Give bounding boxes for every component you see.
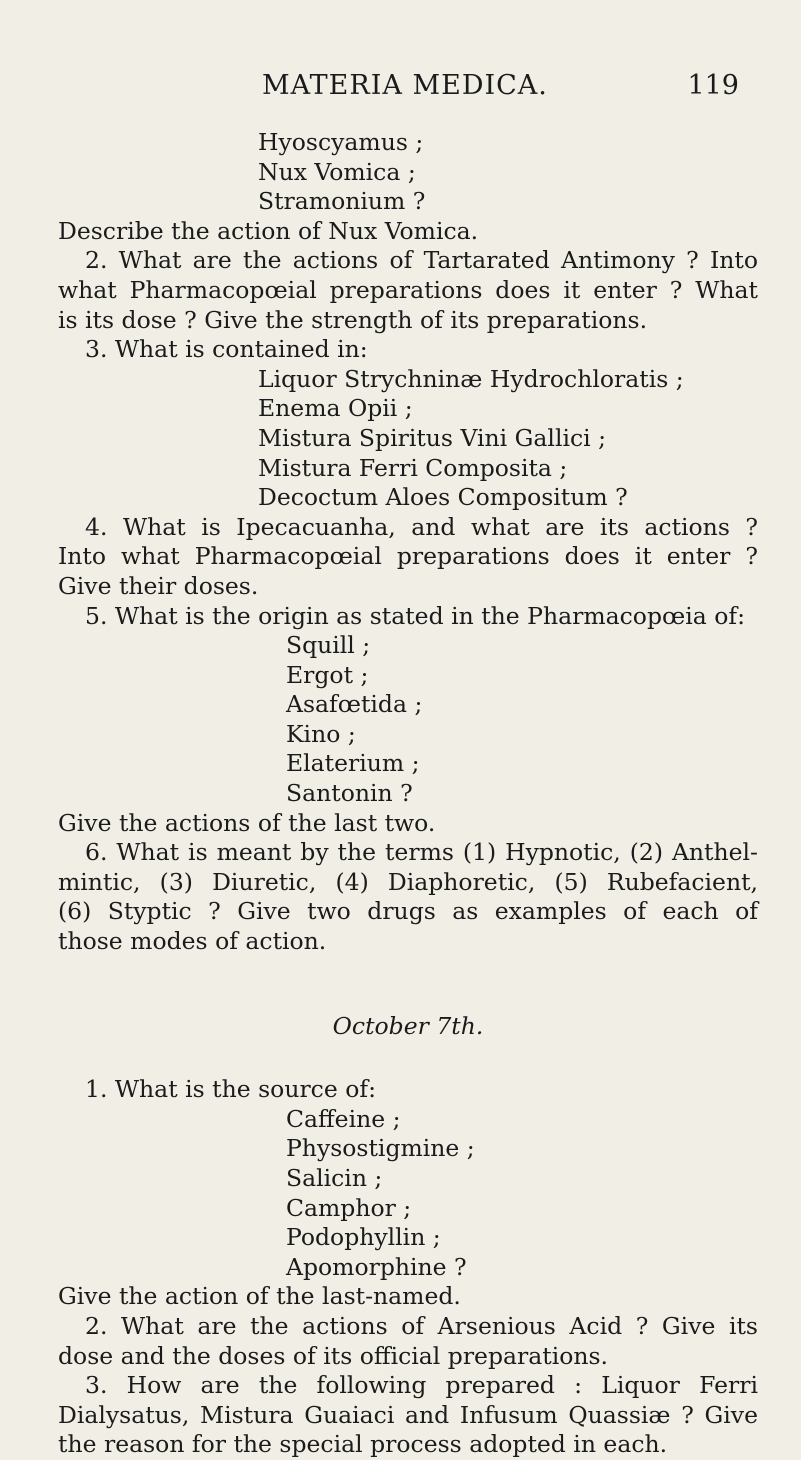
question-line: what Pharmacopœial preparations does it enter ? What	[58, 275, 758, 304]
list-item: Enema Opii ;	[258, 394, 413, 423]
section2-question-3	[58, 1371, 758, 1460]
question-line: is its dose ? Give the strength of its preparations.	[58, 305, 648, 334]
question-line: mintic, (3) Diuretic, (4) Diaphoretic, (5) Rubefacient,	[58, 867, 758, 896]
question-line: 2. What are the actions of Arsenious Acid ? Give its	[85, 1311, 758, 1340]
list-item: Stramonium ?	[258, 187, 426, 216]
list-item: Liquor Strychninæ Hydrochloratis ;	[258, 364, 684, 393]
question-line: Into what Pharmacopœial preparations does it enter ?	[58, 542, 758, 571]
question-line: the reason for the special process adopted in each.	[58, 1430, 668, 1459]
question-3	[58, 335, 758, 513]
question-line: 4. What is Ipecacuanha, and what are its actions ?	[85, 512, 758, 541]
page-number: 119	[687, 70, 739, 101]
list-item: Caffeine ;	[286, 1104, 401, 1133]
question-line: 3. How are the following prepared : Liquor Ferri	[85, 1371, 758, 1400]
question-line: 6. What is meant by the terms (1) Hypnotic, (2) Anthel-	[85, 838, 758, 867]
question-6	[58, 838, 758, 956]
section-heading-date: October 7th.	[332, 1011, 484, 1040]
question-line: 3. What is contained in:	[85, 335, 368, 364]
question-line: 1. What is the source of:	[85, 1075, 376, 1104]
list-item: Squill ;	[286, 631, 371, 660]
question-2	[58, 246, 758, 335]
question-line: those modes of action.	[58, 927, 327, 956]
list-item: Elaterium ;	[286, 749, 420, 778]
question-line: dose and the doses of its official preparations.	[58, 1341, 609, 1370]
list-item: Nux Vomica ;	[258, 157, 416, 186]
question-line: Give the action of the last-named.	[58, 1282, 461, 1311]
list-item: Ergot ;	[286, 660, 369, 689]
question-line: 5. What is the origin as stated in the Pharmacopœia of:	[85, 601, 745, 630]
list-item: Salicin ;	[286, 1164, 383, 1192]
list-item: Decoctum Aloes Compositum ?	[258, 483, 628, 512]
question-line: 2. What are the actions of Tartarated Antimony ? Into	[85, 246, 758, 275]
question-line: Dialysatus, Mistura Guaiaci and Infusum Quassiæ ? Give	[58, 1400, 758, 1429]
list-item: Mistura Ferri Composita ;	[258, 453, 568, 482]
list-item: Podophyllin ;	[286, 1223, 441, 1252]
list-item: Camphor ;	[286, 1193, 412, 1222]
question-line: (6) Styptic ? Give two drugs as examples of each of	[58, 897, 758, 926]
section2-question-2	[58, 1312, 758, 1371]
list-item: Asafœtida ;	[286, 690, 423, 719]
section2-question-1	[58, 1075, 758, 1312]
list-item: Kino ;	[286, 719, 356, 748]
list-item: Santonin ?	[286, 779, 413, 808]
question-line: Give the actions of the last two.	[58, 808, 436, 837]
question-line: Give their doses.	[58, 571, 259, 600]
drug-list-continued	[58, 128, 758, 217]
page-body	[58, 128, 758, 1460]
question-4	[58, 513, 758, 602]
question-line: Describe the action of Nux Vomica.	[58, 216, 479, 245]
running-title: MATERIA MEDICA.	[262, 70, 548, 101]
list-item: Hyoscyamus ;	[258, 128, 424, 156]
list-item: Physostigmine ;	[286, 1134, 475, 1163]
question-5	[58, 602, 758, 839]
page-header	[0, 70, 801, 110]
list-item: Mistura Spiritus Vini Gallici ;	[258, 423, 607, 452]
list-item: Apomorphine ?	[286, 1252, 467, 1281]
